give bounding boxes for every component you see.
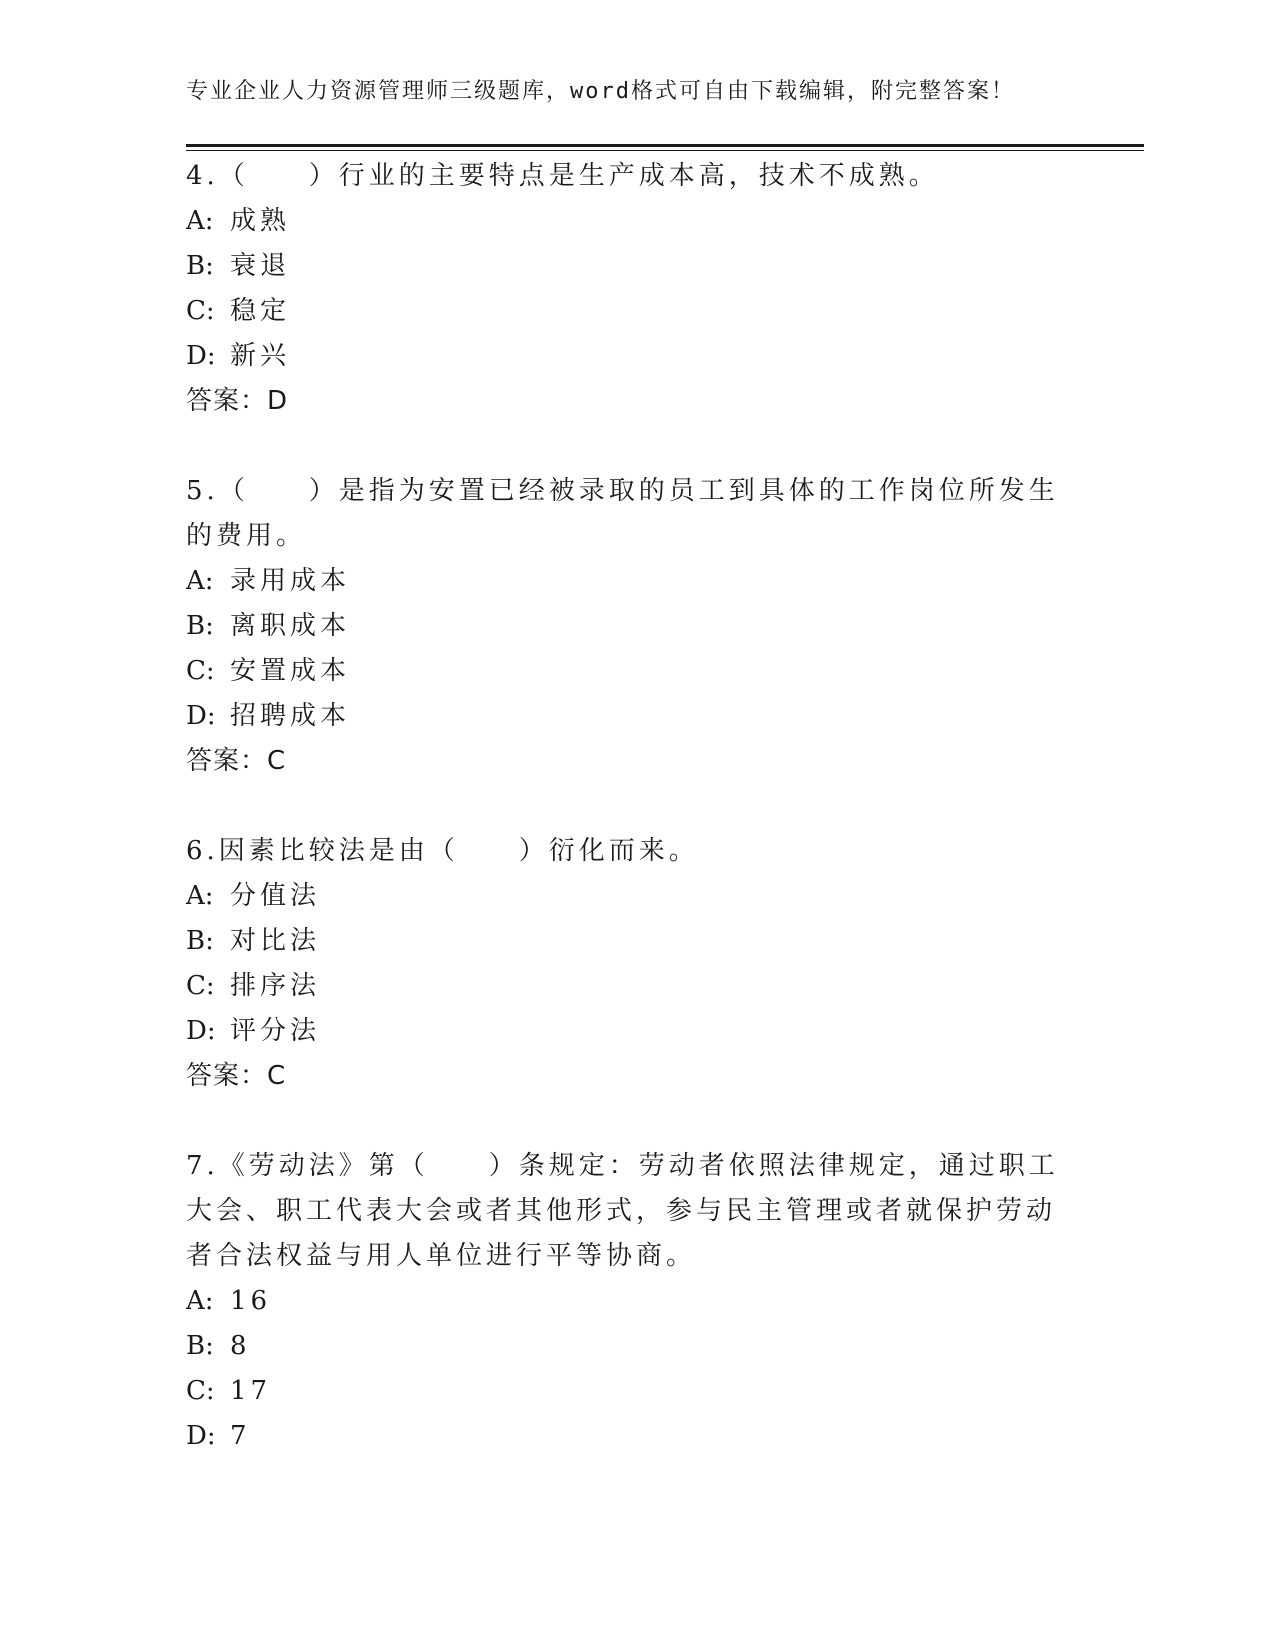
option-a	[186, 199, 1066, 244]
option-key: D:	[186, 1421, 216, 1451]
option-key: D:	[186, 341, 216, 371]
question-5	[186, 469, 1066, 784]
option-a	[186, 1279, 1066, 1324]
option-key: D:	[186, 1016, 216, 1046]
option-text: 16	[230, 1286, 272, 1316]
option-key: C:	[186, 971, 215, 1001]
option-text: 8	[230, 1331, 251, 1361]
option-key: A:	[186, 206, 214, 236]
option-key: B:	[186, 926, 214, 956]
option-b	[186, 919, 1066, 964]
option-text: 17	[230, 1376, 272, 1406]
option-d	[186, 694, 1066, 739]
option-text: 稳定	[230, 296, 291, 326]
option-text: 新兴	[230, 341, 291, 371]
question-text: 6.因素比较法是由（ ）衍化而来。	[186, 836, 699, 866]
option-c	[186, 1369, 1066, 1414]
option-text: 对比法	[230, 926, 321, 956]
option-key: B:	[186, 251, 214, 281]
option-key: C:	[186, 296, 215, 326]
option-text: 录用成本	[230, 566, 351, 596]
option-key: B:	[186, 1331, 214, 1361]
question-7	[186, 1144, 1066, 1459]
option-c	[186, 649, 1066, 694]
option-d	[186, 1414, 1066, 1459]
option-key: A:	[186, 1286, 214, 1316]
header-rule-thin	[186, 150, 1144, 151]
option-b	[186, 244, 1066, 289]
option-a	[186, 559, 1066, 604]
option-text: 衰退	[230, 251, 291, 281]
option-text: 成熟	[230, 206, 291, 236]
question-text: 5.（ ）是指为安置已经被录取的员工到具体的工作岗位所发生的费用。	[186, 476, 1059, 551]
option-text: 安置成本	[230, 656, 351, 686]
option-d	[186, 1009, 1066, 1054]
option-c	[186, 289, 1066, 334]
document-header: 专业企业人力资源管理师三级题库，word格式可自由下载编辑，附完整答案！	[186, 79, 1015, 104]
question-4	[186, 154, 1066, 424]
option-text: 离职成本	[230, 611, 351, 641]
option-b	[186, 604, 1066, 649]
question-text: 4.（ ）行业的主要特点是生产成本高，技术不成熟。	[186, 161, 939, 191]
option-key: A:	[186, 566, 214, 596]
option-c	[186, 964, 1066, 1009]
header-rule-thick	[186, 144, 1144, 147]
option-text: 排序法	[230, 971, 321, 1001]
answer-line: 答案：C	[186, 1061, 287, 1091]
option-text: 招聘成本	[230, 701, 351, 731]
option-key: D:	[186, 701, 216, 731]
option-key: A:	[186, 881, 214, 911]
option-a	[186, 874, 1066, 919]
option-text: 评分法	[230, 1016, 321, 1046]
question-text: 7.《劳动法》第（ ）条规定：劳动者依照法律规定，通过职工大会、职工代表大会或者其他形式，参与民主管理或者就保护劳动者合法权益与用人单位进行平等协商。	[186, 1151, 1059, 1271]
question-list	[186, 154, 1066, 1459]
option-key: C:	[186, 656, 215, 686]
option-b	[186, 1324, 1066, 1369]
option-key: B:	[186, 611, 214, 641]
question-6	[186, 829, 1066, 1099]
option-d	[186, 334, 1066, 379]
option-key: C:	[186, 1376, 215, 1406]
option-text: 分值法	[230, 881, 321, 911]
option-text: 7	[230, 1421, 251, 1451]
answer-line: 答案：D	[186, 386, 289, 416]
answer-line: 答案：C	[186, 746, 287, 776]
